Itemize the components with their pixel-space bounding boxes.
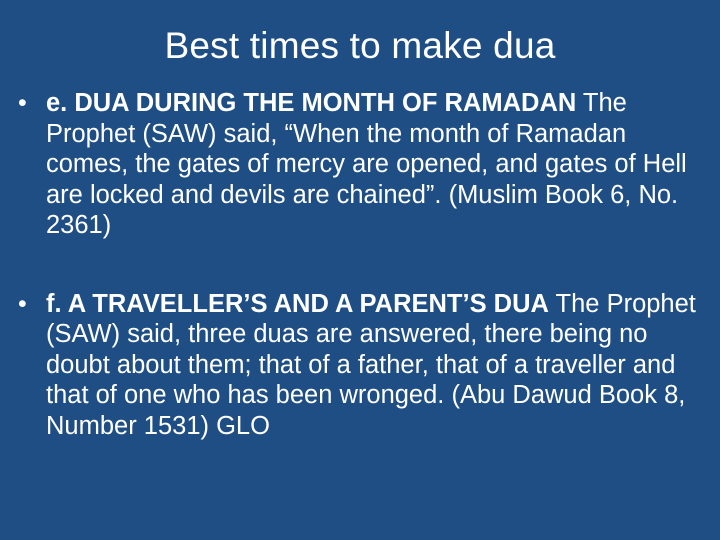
bullet-marker: • bbox=[18, 89, 27, 117]
slide-title: Best times to make dua bbox=[164, 25, 556, 66]
bullet-heading: e. DUA DURING THE MONTH OF RAMADAN bbox=[46, 89, 577, 117]
bullet-marker: • bbox=[18, 289, 27, 318]
bullet-body: The Prophet (SAW) said, “When the month of Ramadan comes, the gates of mercy are opened, and gates of Hell are locked and devils are chained”. (Muslim Book 6, No. 2361) bbox=[46, 89, 687, 239]
bullet-list bbox=[18, 88, 708, 489]
bullet-body: The Prophet (SAW) said, three duas are answered, there being no doubt about them; that of a father, that of a traveller and that of one who has been wronged. (Abu Dawud Book 8, Number 1531) GLO bbox=[46, 289, 696, 440]
bullet-heading: f. A TRAVELLER’S AND A PARENT’S DUA bbox=[46, 289, 549, 318]
bullet-item-ramadan bbox=[18, 88, 708, 241]
bullet-item-traveller-parent bbox=[18, 289, 708, 442]
